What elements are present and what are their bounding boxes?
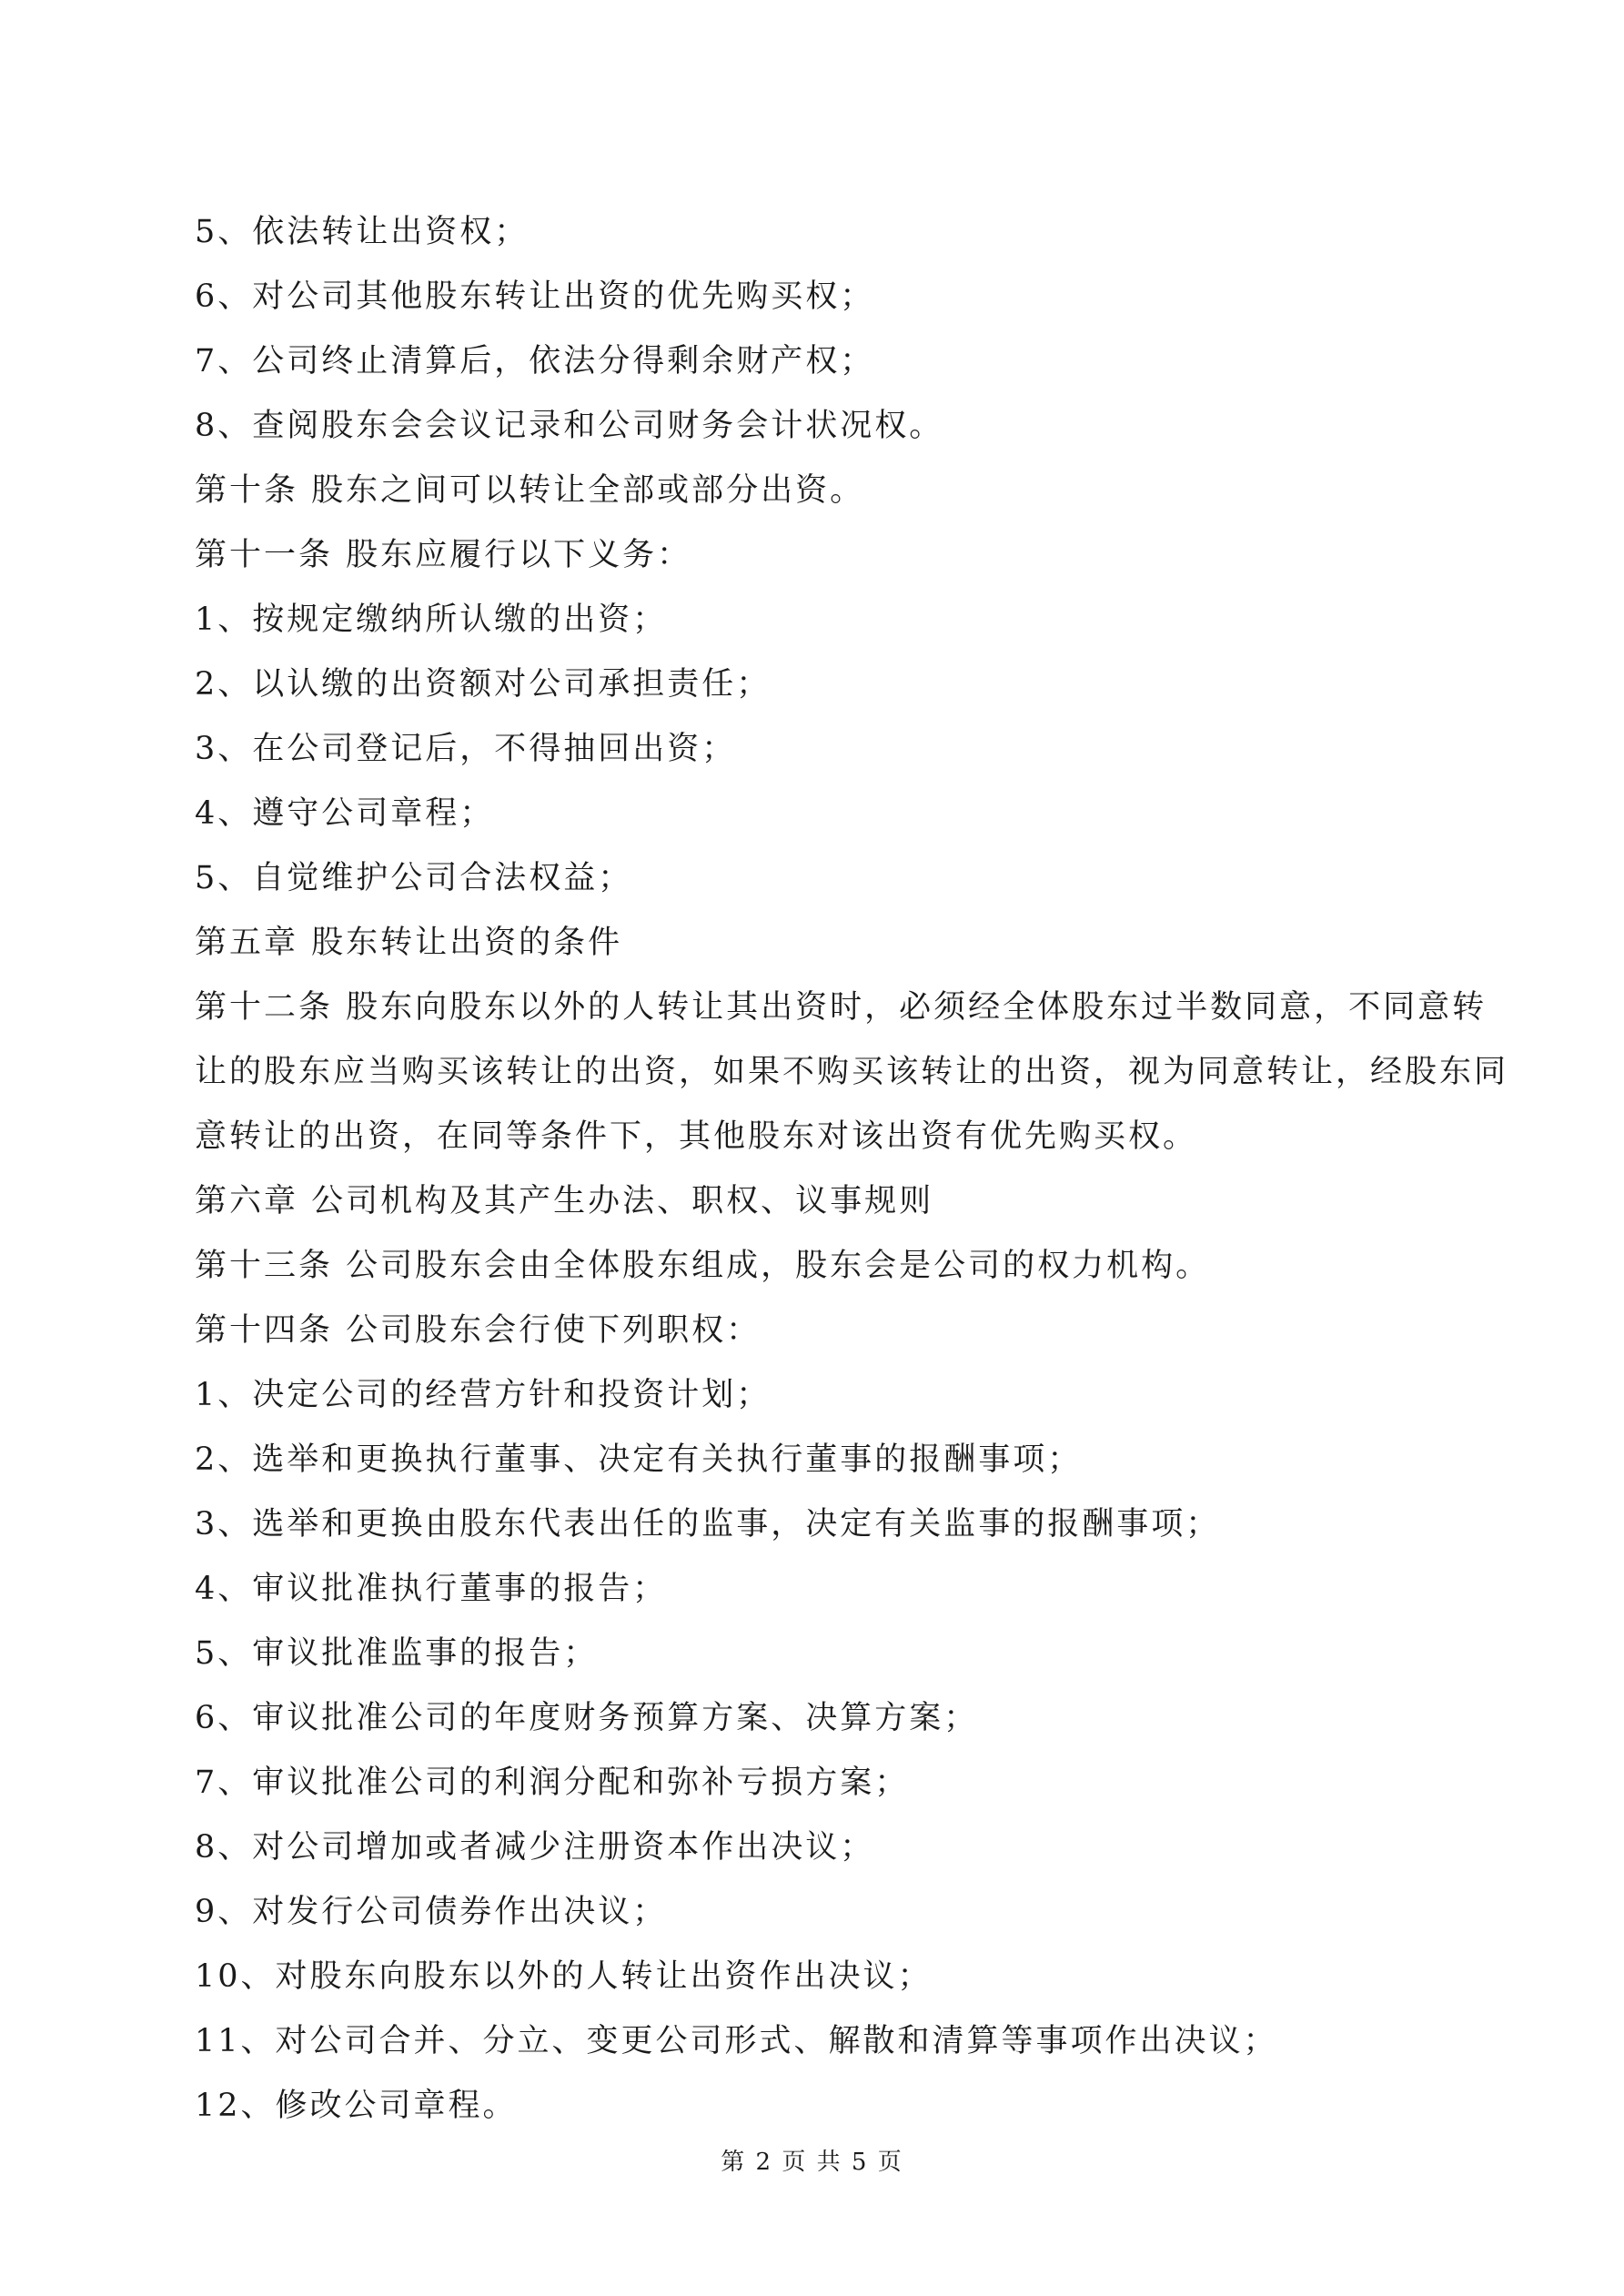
document-body xyxy=(195,200,1509,2139)
list-item: 10、对股东向股东以外的人转让出资作出决议； xyxy=(195,1958,933,1995)
chapter-5-heading: 第五章 股东转让出资的条件 xyxy=(195,925,623,961)
article-12-paragraph xyxy=(195,976,1509,1169)
article-14-heading: 第十四条 公司股东会行使下列职权： xyxy=(195,1312,762,1349)
page-number: 第 2 页 共 5 页 xyxy=(721,2149,903,2176)
chapter-6-heading: 第六章 公司机构及其产生办法、职权、议事规则 xyxy=(195,1183,934,1219)
list-item: 5、依法转让出资权； xyxy=(195,214,530,250)
list-item: 4、遵守公司章程； xyxy=(195,795,495,832)
list-item: 8、查阅股东会会议记录和公司财务会计状况权。 xyxy=(195,408,944,444)
list-item: 6、审议批准公司的年度财务预算方案、决算方案； xyxy=(195,1700,979,1736)
list-item: 5、审议批准监事的报告； xyxy=(195,1635,599,1672)
list-item: 3、选举和更换由股东代表出任的监事，决定有关监事的报酬事项； xyxy=(195,1506,1221,1542)
list-item: 2、以认缴的出资额对公司承担责任； xyxy=(195,666,772,703)
list-item: 9、对发行公司债券作出决议； xyxy=(195,1894,668,1930)
paragraph-line: 意转让的出资，在同等条件下，其他股东对该出资有优先购买权。 xyxy=(195,1118,1198,1155)
paragraph-line: 第十二条 股东向股东以外的人转让其出资时，必须经全体股东过半数同意，不同意转 xyxy=(195,989,1488,1026)
list-item: 11、对公司合并、分立、变更公司形式、解散和清算等事项作出决议； xyxy=(195,2023,1278,2059)
list-item: 2、选举和更换执行董事、决定有关执行董事的报酬事项； xyxy=(195,1441,1083,1478)
article-11-heading: 第十一条 股东应履行以下义务： xyxy=(195,537,692,573)
list-item: 7、公司终止清算后，依法分得剩余财产权； xyxy=(195,343,875,379)
article-13: 第十三条 公司股东会由全体股东组成，股东会是公司的权力机构。 xyxy=(195,1248,1211,1284)
list-item: 4、审议批准执行董事的报告； xyxy=(195,1571,668,1607)
list-item: 1、决定公司的经营方针和投资计划； xyxy=(195,1377,772,1413)
article-10: 第十条 股东之间可以转让全部或部分出资。 xyxy=(195,472,865,509)
list-item: 7、审议批准公司的利润分配和弥补亏损方案； xyxy=(195,1765,910,1801)
list-item: 3、在公司登记后，不得抽回出资； xyxy=(195,731,737,767)
list-item: 1、按规定缴纳所认缴的出资； xyxy=(195,602,668,638)
list-item: 6、对公司其他股东转让出资的优先购买权； xyxy=(195,278,875,315)
paragraph-line: 让的股东应当购买该转让的出资，如果不购买该转让的出资，视为同意转让，经股东同 xyxy=(195,1054,1509,1090)
list-item: 12、修改公司章程。 xyxy=(195,2088,518,2124)
list-item: 5、自觉维护公司合法权益； xyxy=(195,860,633,896)
list-item: 8、对公司增加或者减少注册资本作出决议； xyxy=(195,1829,875,1866)
